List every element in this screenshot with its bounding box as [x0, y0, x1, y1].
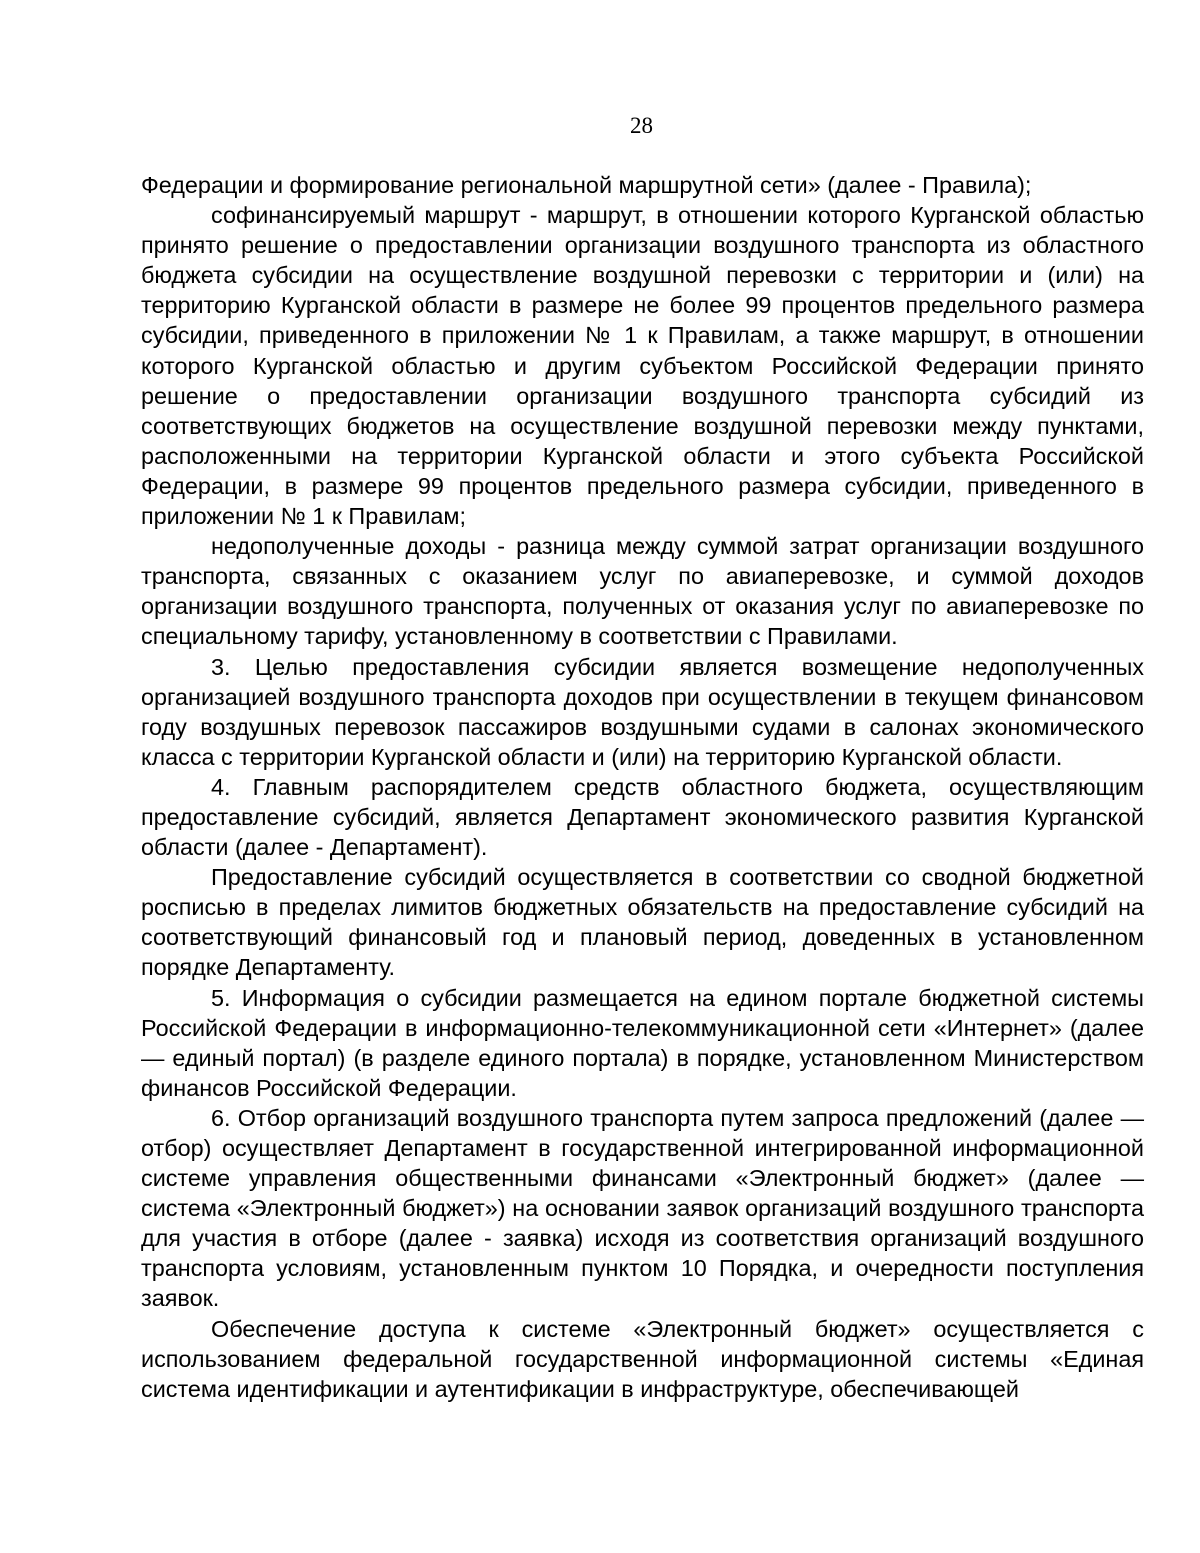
paragraph-subsidy-provision: Предоставление субсидий осуществляется в соответствии со сводной бюджетной росписью в пределах лимитов бюджетных обязательств на предоставление субсидий на соответствующий финансовый год и плановый период, доведенных в установленном порядке Департаменту. — [141, 864, 1144, 981]
paragraph-item-5: 5. Информация о субсидии размещается на едином портале бюджетной системы Российской Федерации в информационно-телекоммуникационной сети «Интернет» (далее — единый портал) (в разделе единого портала) в порядке, установленном Министерством финансов Российской Федерации. — [141, 984, 1144, 1101]
paragraph-continuation: Федерации и формирование региональной маршрутной сети» (далее - Правила); — [141, 172, 1032, 198]
paragraph-item-3: 3. Целью предоставления субсидии является возмещение недополученных организацией воздушного транспорта доходов при осуществлении в текущем финансовом году воздушных перевозок пассажиров воздушными судами в салонах экономического класса с территории Курганской области и (или) на территорию Курганской области. — [141, 653, 1144, 770]
document-body — [141, 170, 1144, 1404]
paragraph-cofinanced-route: софинансируемый маршрут - маршрут, в отношении которого Курганской областью принято решение о предоставлении организации воздушного транспорта из областного бюджета субсидии на осуществление воздушной перевозки с территории и (или) на территорию Курганской области в размере не более 99 процентов предельного размера субсидии, приведенного в приложении № 1 к Правилам, а также маршрут, в отношении которого Курганской областью и другим субъектом Российской Федерации принято решение о предоставлении организации воздушного транспорта субсидий из соответствующих бюджетов на осуществление воздушной перевозки между пунктами, расположенными на территории Курганской области и этого субъекта Российской Федерации, в размере 99 процентов предельного размера субсидии, приведенного в приложении № 1 к Правилам; — [141, 202, 1144, 530]
paragraph-lost-income: недополученные доходы - разница между суммой затрат организации воздушного транспорта, связанных с оказанием услуг по авиаперевозке, и суммой доходов организации воздушного транспорта, полученных от оказания услуг по авиаперевозке по специальному тарифу, установленному в соответствии с Правилами. — [141, 533, 1144, 650]
paragraph-item-6: 6. Отбор организаций воздушного транспорта путем запроса предложений (далее — отбор) осуществляет Департамент в государственной интегрированной информационной системе управления общественными финансами «Электронный бюджет» (далее — система «Электронный бюджет») на основании заявок организаций воздушного транспорта для участия в отборе (далее - заявка) исходя из соответствия организаций воздушного транспорта условиям, установленным пунктом 10 Порядка, и очередности поступления заявок. — [141, 1104, 1144, 1312]
paragraph-item-4: 4. Главным распорядителем средств областного бюджета, осуществляющим предоставление субсидий, является Департамент экономического развития Курганской области (далее - Департамент). — [141, 773, 1144, 861]
paragraph-access: Обеспечение доступа к системе «Электронный бюджет» осуществляется с использованием федеральной государственной информационной системы «Единая система идентификации и аутентификации в инфраструктуре, обеспечивающей — [141, 1315, 1144, 1402]
page-number: 28 — [630, 113, 653, 138]
